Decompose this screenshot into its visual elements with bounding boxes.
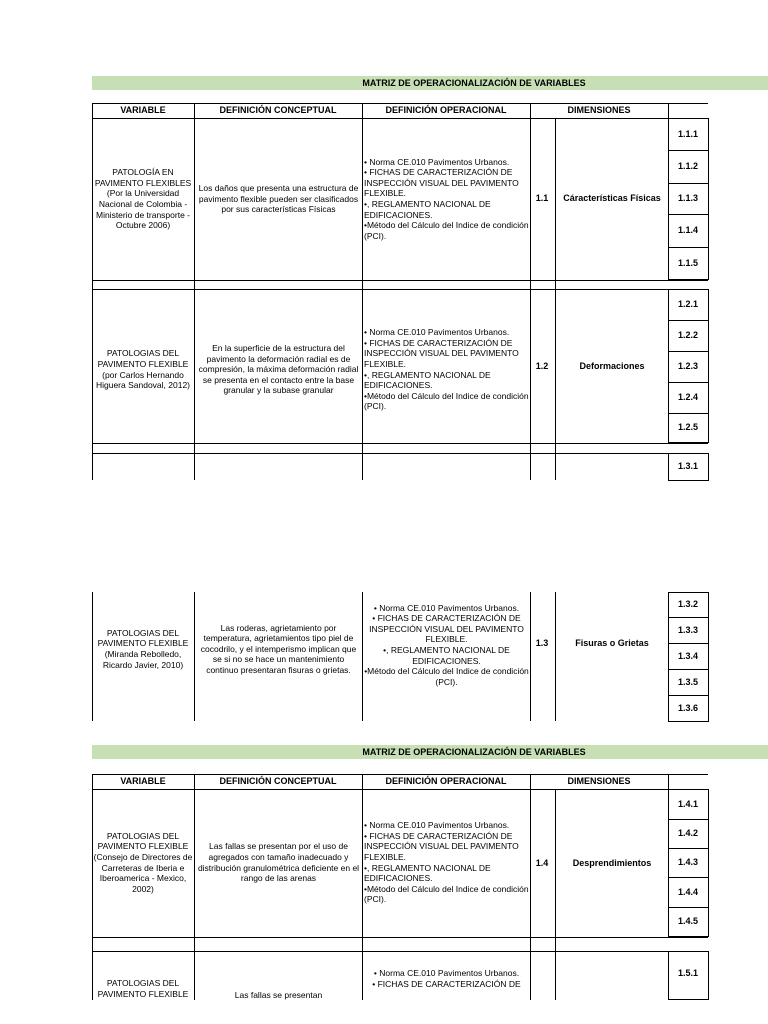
table-line: [92, 103, 708, 104]
indicator-number: 1.2.4: [677, 392, 699, 402]
table-line: [92, 774, 708, 775]
header-dimensiones: DIMENSIONES: [567, 105, 631, 115]
header-dimensiones: DIMENSIONES: [567, 776, 631, 786]
dimension-name: Desprendimientos: [572, 858, 652, 868]
variable-cell: PATOLOGIAS DEL PAVIMENTO FLEXIBLE (Miranda Rebolledo, Ricardo Javier, 2010): [97, 627, 189, 670]
indicator-number: 1.3.6: [677, 703, 699, 713]
table-line: [668, 643, 708, 644]
table-line: [668, 150, 708, 151]
indicator-number: 1.2.3: [677, 361, 699, 371]
table-line: [92, 937, 708, 938]
indicator-number: 1.3.2: [677, 599, 699, 609]
indicator-number: 1.5.1: [677, 968, 699, 978]
indicator-number: 1.4.5: [677, 916, 699, 926]
indicator-number: 1.2.2: [677, 330, 699, 340]
conceptual-cell: Los daños que presenta una estructura de pavimento flexible pueden ser clasificados por sus características Físicas: [198, 183, 359, 215]
table-line: [194, 103, 195, 480]
conceptual-cell: Las fallas se presentan: [234, 990, 323, 1000]
table-line: [668, 351, 708, 352]
indicator-number: 1.4.1: [677, 799, 699, 809]
matrix-title: MATRIZ DE OPERACIONALIZACIÓN DE VARIABLES: [362, 747, 586, 757]
indicator-number: 1.2.1: [677, 299, 699, 309]
matrix-title-band: [92, 76, 768, 90]
table-line: [668, 320, 708, 321]
table-line: [92, 951, 708, 952]
table-line: [530, 774, 531, 1000]
table-line: [92, 453, 708, 454]
table-line: [530, 103, 531, 480]
header-variable: VARIABLE: [120, 776, 166, 786]
indicator-number: 1.3.3: [677, 625, 699, 635]
indicator-number: 1.1.2: [677, 161, 699, 171]
variable-cell: PATOLOGIAS DEL PAVIMENTO FLEXIBLE (por Carlos Hernando Higuera Sandoval, 2012): [95, 348, 191, 391]
dimension-number: 1.4: [535, 858, 549, 868]
indicator-number: 1.4.4: [677, 887, 699, 897]
header-def-operacional: DEFINICIÓN OPERACIONAL: [385, 776, 507, 786]
dimension-number: 1.3: [535, 638, 549, 648]
table-line: [668, 103, 669, 118]
indicator-number: 1.1.3: [677, 193, 699, 203]
dimension-name: Cáracterísticas Físicas: [563, 193, 661, 203]
table-line: [194, 592, 195, 721]
header-variable: VARIABLE: [120, 105, 166, 115]
indicator-number: 1.4.3: [677, 857, 699, 867]
indicator-number: 1.1.5: [677, 258, 699, 268]
header-def-operacional: DEFINICIÓN OPERACIONAL: [385, 105, 507, 115]
matrix-title-band: [92, 745, 768, 759]
header-def-conceptual: DEFINICIÓN CONCEPTUAL: [219, 776, 337, 786]
table-line: [668, 413, 708, 414]
table-line: [668, 695, 708, 696]
table-line: [668, 877, 708, 878]
conceptual-cell: Las roderas, agrietamiento por temperatura, agrietamientos tipo piel de cocodrilo, y el intemperismo implican que se si no se hace un mantenimiento continuo presentaran fisuras o grietas.: [200, 622, 357, 675]
indicator-number: 1.3.1: [677, 461, 699, 471]
operational-cell: • Norma CE.010 Pavimentos Urbanos. • FICHAS DE CARACTERIZACIÓN DE INSPECCIÓN VISUAL DEL PAVIMENTO FLEXIBLE. •, REGLAMENTO NACIONAL DE EDIFICACIONES. •Método del Cálculo del Indice de condición (PCI).: [364, 602, 529, 687]
table-line: [668, 214, 708, 215]
table-line: [668, 183, 708, 184]
table-line: [194, 774, 195, 1000]
variable-cell: PATOLOGÍA EN PAVIMENTO FLEXIBLES (Por la Universidad Nacional de Colombia - Ministerio de transporte - Octubre 2006): [94, 167, 192, 231]
table-line: [668, 819, 708, 820]
table-line: [362, 592, 363, 721]
table-line: [530, 592, 531, 721]
variable-cell: PATOLOGIAS DEL PAVIMENTO FLEXIBLE (Consejo de Directores de Carreteras de Iberia e Iberoamerica - Mexico, 2002): [93, 830, 193, 894]
table-line: [668, 382, 708, 383]
dimension-name: Deformaciones: [579, 361, 645, 371]
dimension-number: 1.1: [535, 193, 549, 203]
table-line: [555, 118, 556, 480]
matrix-title: MATRIZ DE OPERACIONALIZACIÓN DE VARIABLES: [362, 78, 586, 88]
indicator-number: 1.1.1: [677, 129, 699, 139]
operational-cell: • Norma CE.010 Pavimentos Urbanos. • FICHAS DE CARACTERIZACIÓN DE INSPECCIÓN VISUAL DEL PAVIMENTO FLEXIBLE. •, REGLAMENTO NACIONAL DE EDIFICACIONES. •Método del Cálculo del Indice de condición (PCI).: [364, 820, 529, 905]
indicator-number: 1.2.5: [677, 422, 699, 432]
indicator-number: 1.3.5: [677, 677, 699, 687]
operational-cell: • Norma CE.010 Pavimentos Urbanos. • FICHAS DE CARACTERIZACIÓN DE INSPECCIÓN VISUAL DEL PAVIMENTO FLEXIBLE. •, REGLAMENTO NACIONAL DE EDIFICACIONES. •Método del Cálculo del Indice de condición (PCI).: [364, 156, 529, 241]
operational-cell: • Norma CE.010 Pavimentos Urbanos. • FICHAS DE CARACTERIZACIÓN DE INSPECCIÓN VISUAL DEL PAVIMENTO FLEXIBLE. •, REGLAMENTO NACIONAL DE EDIFICACIONES. •Método del Cálculo del Indice de condición (PCI).: [364, 327, 529, 412]
dimension-number: 1.2: [535, 361, 549, 371]
table-line: [92, 280, 708, 281]
table-line: [362, 103, 363, 480]
indicator-number: 1.1.4: [677, 225, 699, 235]
variable-cell: PATOLOGIAS DEL PAVIMENTO FLEXIBLE: [97, 978, 189, 999]
header-def-conceptual: DEFINICIÓN CONCEPTUAL: [219, 105, 337, 115]
table-line: [668, 617, 708, 618]
table-line: [668, 669, 708, 670]
indicator-number: 1.3.4: [677, 651, 699, 661]
conceptual-cell: En la superficie de la estructura del pavimento la deformación radial es de compresión, la máxima deformación radial se presenta en el contacto entre la base granular y la subase granular: [198, 343, 359, 396]
dimension-name: Fisuras o Grietas: [575, 638, 649, 648]
table-line: [668, 774, 669, 789]
table-line: [668, 247, 708, 248]
table-line: [668, 848, 708, 849]
table-line: [92, 443, 708, 444]
indicator-number: 1.4.2: [677, 828, 699, 838]
operational-cell: • Norma CE.010 Pavimentos Urbanos. • FICHAS DE CARACTERIZACIÓN DE: [372, 968, 521, 989]
table-line: [555, 592, 556, 721]
table-line: [555, 789, 556, 1000]
table-line: [668, 907, 708, 908]
conceptual-cell: Las fallas se presentan por el uso de agregados con tamaño inadecuado y distribución granulométrica deficiente en el rango de las arenas: [197, 841, 360, 884]
table-line: [362, 774, 363, 1000]
